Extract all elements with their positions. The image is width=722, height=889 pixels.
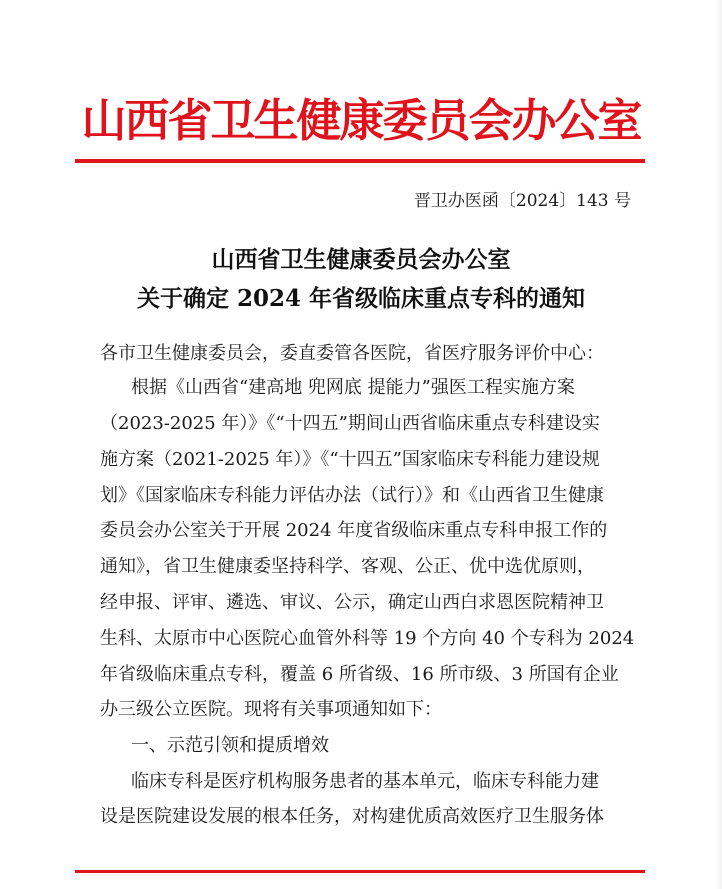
paragraph-line: 年省级临床重点专科，覆盖 6 所省级、16 所市级、3 所国有企业 bbox=[100, 664, 619, 685]
footer-red-rule bbox=[75, 870, 645, 873]
section-heading: 一、示范引领和提质增效 bbox=[131, 735, 329, 756]
document-number: 晋卫办医函〔2024〕143 号 bbox=[413, 191, 631, 211]
letterhead-title: 山西省卫生健康委员会办公室 bbox=[81, 94, 641, 147]
page-edge-shadow bbox=[714, 0, 722, 889]
letterhead-red-rule bbox=[75, 159, 645, 163]
paragraph-line: 生科、太原市中心医院心血管外科等 19 个方向 40 个专科为 2024 bbox=[100, 628, 635, 649]
paragraph-line: 通知》，省卫生健康委坚持科学、客观、公正、优中选优原则， bbox=[100, 556, 595, 577]
salutation: 各市卫生健康委员会，委直委管各医院，省医疗服务评价中心： bbox=[100, 343, 604, 364]
paragraph-line: 根据《山西省“建高地 兜网底 提能力”强医工程实施方案 bbox=[131, 377, 575, 398]
paragraph-line: （2023-2025 年）》《“十四五”期间山西省临床重点专科建设实 bbox=[100, 413, 600, 434]
notice-title-line-1: 山西省卫生健康委员会办公室 bbox=[211, 246, 511, 273]
paragraph-line: 施方案（2021-2025 年）》《“十四五”国家临床专科能力建设规 bbox=[100, 449, 600, 470]
paragraph-line: 临床专科是医疗机构服务患者的基本单元，临床专科能力建 bbox=[131, 771, 599, 792]
paragraph-line: 经申报、评审、遴选、审议、公示，确定山西白求恩医院精神卫 bbox=[100, 592, 604, 613]
paragraph-line: 委员会办公室关于开展 2024 年度省级临床重点专科申报工作的 bbox=[100, 520, 608, 541]
notice-title-line-2: 关于确定 2024 年省级临床重点专科的通知 bbox=[136, 285, 586, 312]
paragraph-line: 划》《国家临床专科能力评估办法（试行）》和《山西省卫生健康 bbox=[100, 485, 604, 506]
paragraph-line: 办三级公立医院。现将有关事项通知如下： bbox=[100, 699, 442, 720]
paragraph-line: 设是医院建设发展的根本任务，对构建优质高效医疗卫生服务体 bbox=[100, 806, 604, 827]
